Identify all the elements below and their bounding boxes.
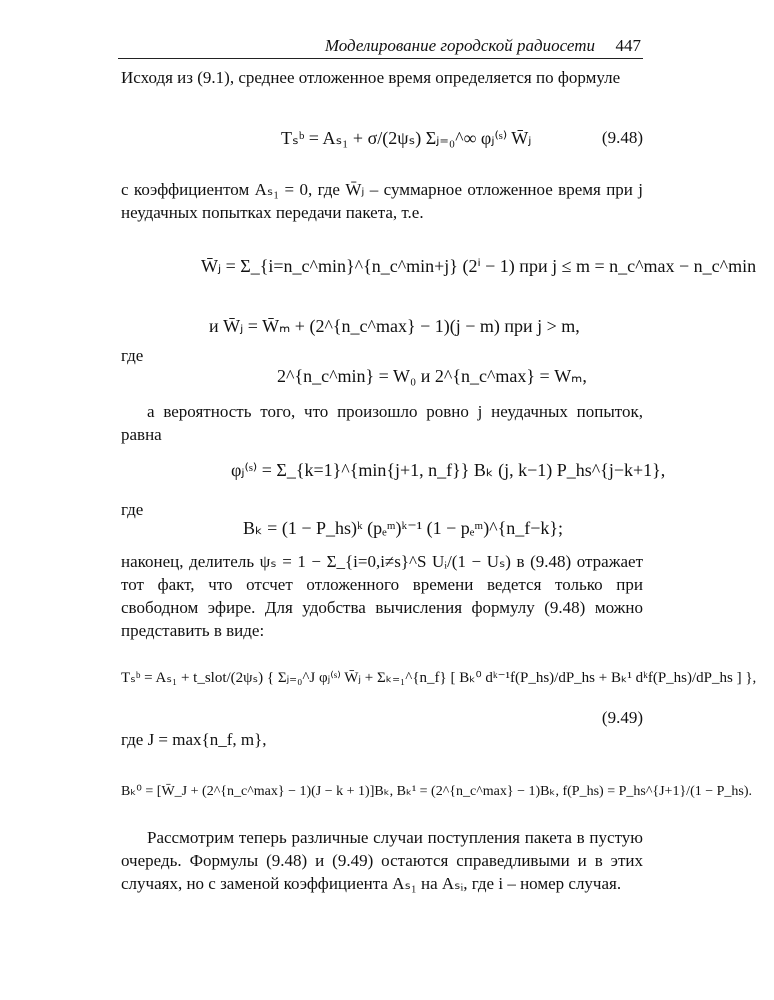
paragraph-probability: а вероятность того, что произошло ровно j неудачных попыток, равна: [121, 402, 643, 444]
equation-w0-wm: [121, 362, 643, 390]
equation-9-48: [121, 116, 643, 166]
where-label-1: где: [121, 346, 144, 365]
equation-bk-body: Bₖ = (1 − P_hs)ᵏ (pₑᵐ)ᵏ⁻¹ (1 − pₑᵐ)^{n_f−k};: [243, 518, 564, 538]
equation-number-9-49: (9.49): [601, 708, 643, 727]
equation-wj-recursive: [121, 312, 643, 340]
paragraph-cases: Рассмотрим теперь различные случаи поступления пакета в пустую очередь. Формулы (9.48) и (9.49) остаются справедливыми и в этих случаях, но с заменой коэффициента Aₛ₁ на Aₛᵢ, где i – номер случая.: [121, 828, 643, 893]
equation-9-49-body: Tₛᵇ = Aₛ₁ + t_slot/(2ψₛ) { Σⱼ₌₀^J φⱼ⁽ˢ⁾ W̄ⱼ + Σₖ₌₁^{n_f} [ Bₖ⁰ dᵏ⁻¹f(P_hs)/dP_hs + Bₖ¹ dᵏf(P_hs)/dP_hs ] },: [121, 670, 757, 686]
paragraph-coefficient: с коэффициентом Aₛ₁ = 0, где W̄ⱼ – суммарное отложенное время при j неудачных попытках передачи пакета, т.е.: [121, 180, 643, 222]
equation-b0-b1: [121, 770, 753, 814]
running-header: [118, 30, 643, 59]
equation-wj-sum-body: W̄ⱼ = Σ_{i=n_c^min}^{n_c^min+j} (2ⁱ − 1) при j ≤ m = n_c^max − n_c^min: [201, 256, 757, 276]
equation-number-9-48: (9.48): [601, 128, 643, 147]
equation-9-49: [121, 650, 757, 727]
paragraph-divisor: наконец, делитель ψₛ = 1 − Σ_{i=0,i≠s}^S Uᵢ/(1 − Uₛ) в (9.48) отражает тот факт, что отсчет отложенного времени ведется только при свободном эфире. Для удобства вычисления формулу (9.48) можно представить в виде:: [121, 552, 643, 640]
equation-b0-b1-body: Bₖ⁰ = [W̄_J + (2^{n_c^max} − 1)(J − k + 1)]Bₖ, Bₖ¹ = (2^{n_c^max} − 1)Bₖ, f(P_hs) = P_hs^{J+1}/(1 − P_hs).: [121, 784, 753, 799]
equation-bk: [121, 514, 643, 542]
equation-9-48-body: Tₛᵇ = Aₛ₁ + σ/(2ψₛ) Σⱼ₌₀^∞ φⱼ⁽ˢ⁾ W̄ⱼ: [281, 128, 532, 148]
equation-w0-wm-body: 2^{n_c^min} = W₀ и 2^{n_c^max} = Wₘ,: [277, 366, 587, 386]
where-label-2: где: [121, 500, 144, 519]
paragraph-j-max: где J = max{n_f, m},: [121, 730, 267, 749]
running-title: Моделирование городской радиосети: [324, 36, 595, 55]
equation-wj-sum: [121, 242, 757, 286]
page-number: 447: [615, 36, 641, 55]
paragraph-intro: Исходя из (9.1), среднее отложенное время определяется по формуле: [121, 68, 621, 87]
equation-wj-recursive-body: и W̄ⱼ = W̄ₘ + (2^{n_c^max} − 1)(j − m) при j > m,: [209, 316, 580, 336]
equation-phi: [121, 446, 666, 496]
equation-phi-body: φⱼ⁽ˢ⁾ = Σ_{k=1}^{min{j+1, n_f}} Bₖ (j, k−1) P_hs^{j−k+1},: [231, 460, 666, 480]
